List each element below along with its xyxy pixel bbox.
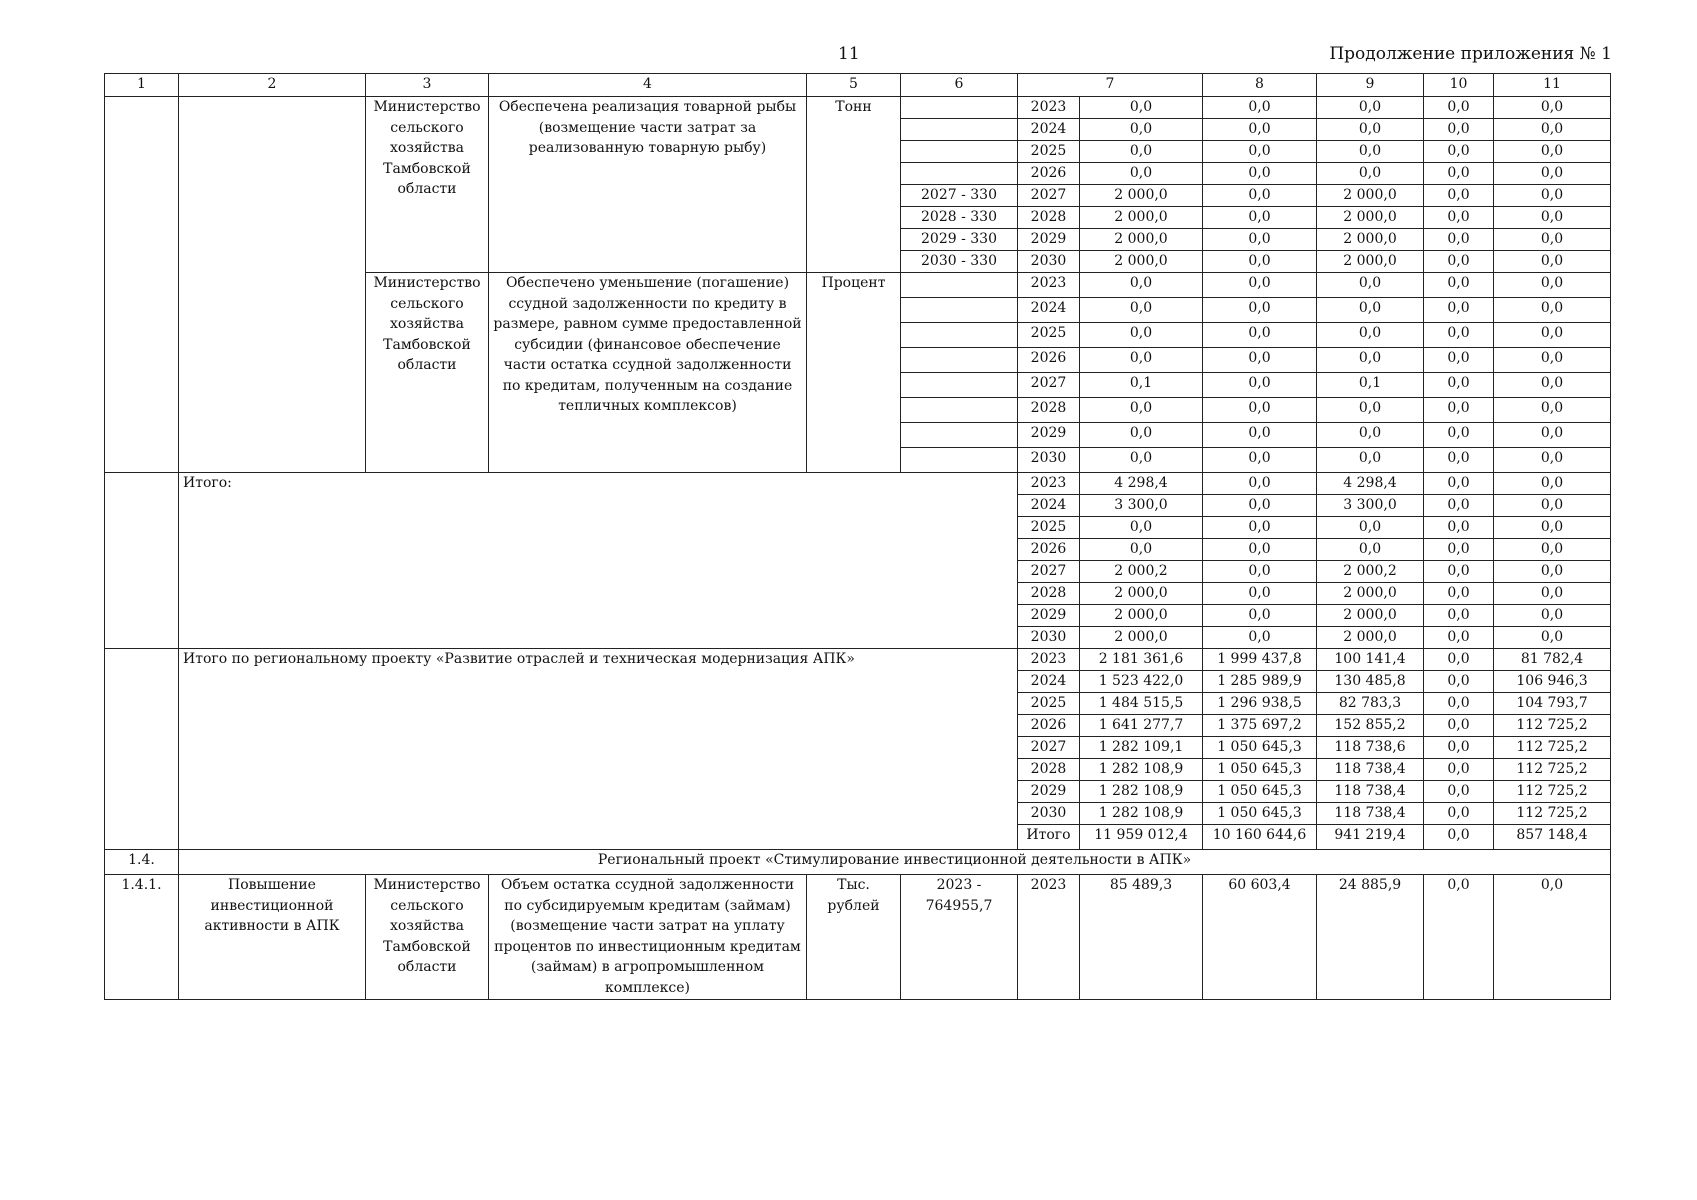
value-col9: 0,0 <box>1317 517 1424 539</box>
value-col11: 81 782,4 <box>1494 649 1611 671</box>
value-col11: 0,0 <box>1494 495 1611 517</box>
value-col8: 0,0 <box>1203 605 1317 627</box>
value-col9: 0,0 <box>1317 398 1424 423</box>
ministry-cell: Министерство сельского хозяйства Тамбовской области <box>366 97 489 273</box>
year-cell: 2029 <box>1018 605 1080 627</box>
value-col7: 85 489,3 <box>1080 875 1203 1000</box>
page-number: 11 <box>838 44 860 64</box>
value-col7: 0,0 <box>1080 517 1203 539</box>
value-col7: 0,0 <box>1080 298 1203 323</box>
column-number-row <box>105 74 1611 97</box>
year-cell: 2029 <box>1018 229 1080 251</box>
value-col10: 0,0 <box>1424 649 1494 671</box>
column-header: 1 <box>105 74 179 97</box>
value-col7: 0,0 <box>1080 141 1203 163</box>
value-col9: 0,1 <box>1317 373 1424 398</box>
value-col11: 0,0 <box>1494 141 1611 163</box>
column-header: 11 <box>1494 74 1611 97</box>
column-header: 5 <box>807 74 901 97</box>
column-header: 7 <box>1018 74 1203 97</box>
value-col10: 0,0 <box>1424 803 1494 825</box>
value-col10: 0,0 <box>1424 398 1494 423</box>
value-col11: 0,0 <box>1494 627 1611 649</box>
value-col7: 0,0 <box>1080 423 1203 448</box>
value-col10: 0,0 <box>1424 251 1494 273</box>
value-col10: 0,0 <box>1424 273 1494 298</box>
value-col9: 0,0 <box>1317 448 1424 473</box>
value-col9: 100 141,4 <box>1317 649 1424 671</box>
column-header: 6 <box>901 74 1018 97</box>
year-cell: 2024 <box>1018 495 1080 517</box>
indicator-cell: Обеспечена реализация товарной рыбы (возмещение части затрат за реализованную товарную рыбу) <box>489 97 807 273</box>
value-col9: 0,0 <box>1317 141 1424 163</box>
value-col8: 0,0 <box>1203 473 1317 495</box>
value-col8: 0,0 <box>1203 627 1317 649</box>
unit-cell: Тыс. рублей <box>807 875 901 1000</box>
value-col11: 0,0 <box>1494 323 1611 348</box>
year-cell: 2028 <box>1018 398 1080 423</box>
value-col9: 2 000,0 <box>1317 229 1424 251</box>
value-col10: 0,0 <box>1424 229 1494 251</box>
total-row <box>105 473 1611 495</box>
value-col8: 0,0 <box>1203 163 1317 185</box>
value-col7: 0,0 <box>1080 97 1203 119</box>
value-col7: 2 000,0 <box>1080 605 1203 627</box>
value-col10: 0,0 <box>1424 163 1494 185</box>
value-col8: 60 603,4 <box>1203 875 1317 1000</box>
value-col7: 2 000,0 <box>1080 185 1203 207</box>
value-col7: 2 000,0 <box>1080 207 1203 229</box>
value-col10: 0,0 <box>1424 423 1494 448</box>
year-cell: 2028 <box>1018 207 1080 229</box>
value-col10: 0,0 <box>1424 323 1494 348</box>
year-cell: 2028 <box>1018 583 1080 605</box>
value-col8: 10 160 644,6 <box>1203 825 1317 850</box>
budget-table <box>104 73 1611 1000</box>
value-col11: 0,0 <box>1494 298 1611 323</box>
value-col9: 0,0 <box>1317 348 1424 373</box>
value-col7: 2 000,2 <box>1080 561 1203 583</box>
year-cell: 2026 <box>1018 539 1080 561</box>
value-col9: 2 000,0 <box>1317 251 1424 273</box>
project-total-label: Итого по региональному проекту «Развитие отраслей и техническая модернизация АПК» <box>179 649 1018 850</box>
year-cell: 2025 <box>1018 141 1080 163</box>
column-header: 9 <box>1317 74 1424 97</box>
target-cell <box>901 348 1018 373</box>
ministry-cell: Министерство сельского хозяйства Тамбовской области <box>366 875 489 1000</box>
target-cell <box>901 273 1018 298</box>
value-col7: 1 641 277,7 <box>1080 715 1203 737</box>
project-total-row <box>105 649 1611 671</box>
value-col10: 0,0 <box>1424 671 1494 693</box>
value-col7: 0,0 <box>1080 398 1203 423</box>
year-cell: 2023 <box>1018 875 1080 1000</box>
value-col8: 0,0 <box>1203 495 1317 517</box>
value-col11: 0,0 <box>1494 875 1611 1000</box>
value-col10: 0,0 <box>1424 627 1494 649</box>
value-col11: 0,0 <box>1494 373 1611 398</box>
value-col8: 0,0 <box>1203 229 1317 251</box>
value-col11: 0,0 <box>1494 473 1611 495</box>
value-col8: 1 050 645,3 <box>1203 803 1317 825</box>
value-col9: 130 485,8 <box>1317 671 1424 693</box>
value-col9: 2 000,0 <box>1317 627 1424 649</box>
value-col8: 0,0 <box>1203 583 1317 605</box>
year-cell: 2030 <box>1018 448 1080 473</box>
value-col7: 1 282 109,1 <box>1080 737 1203 759</box>
value-col11: 112 725,2 <box>1494 737 1611 759</box>
value-col7: 0,0 <box>1080 539 1203 561</box>
value-col11: 0,0 <box>1494 517 1611 539</box>
target-cell: 2028 - 330 <box>901 207 1018 229</box>
value-col9: 4 298,4 <box>1317 473 1424 495</box>
value-col7: 2 000,0 <box>1080 229 1203 251</box>
target-cell <box>901 373 1018 398</box>
value-col10: 0,0 <box>1424 298 1494 323</box>
value-col11: 0,0 <box>1494 273 1611 298</box>
value-col9: 0,0 <box>1317 163 1424 185</box>
value-col10: 0,0 <box>1424 495 1494 517</box>
indicator-cell: Объем остатка ссудной задолженности по субсидируемым кредитам (займам) (возмещение части затрат на уплату процентов по инвестиционным кредитам (займам) в агропромышленном комплексе) <box>489 875 807 1000</box>
value-col9: 3 300,0 <box>1317 495 1424 517</box>
section-number: 1.4. <box>105 850 179 875</box>
value-col10: 0,0 <box>1424 561 1494 583</box>
value-col9: 152 855,2 <box>1317 715 1424 737</box>
target-cell <box>901 97 1018 119</box>
value-col10: 0,0 <box>1424 141 1494 163</box>
col1-empty <box>105 473 179 649</box>
col1-empty <box>105 97 179 473</box>
value-col9: 118 738,4 <box>1317 803 1424 825</box>
year-cell: 2030 <box>1018 251 1080 273</box>
value-col11: 0,0 <box>1494 207 1611 229</box>
value-col10: 0,0 <box>1424 119 1494 141</box>
column-header: 2 <box>179 74 366 97</box>
value-col9: 2 000,2 <box>1317 561 1424 583</box>
value-col10: 0,0 <box>1424 97 1494 119</box>
value-col11: 0,0 <box>1494 119 1611 141</box>
value-col7: 0,0 <box>1080 119 1203 141</box>
col2-empty <box>179 97 366 473</box>
value-col11: 0,0 <box>1494 163 1611 185</box>
target-cell: 2030 - 330 <box>901 251 1018 273</box>
year-cell: 2023 <box>1018 649 1080 671</box>
value-col10: 0,0 <box>1424 875 1494 1000</box>
value-col10: 0,0 <box>1424 737 1494 759</box>
year-cell: 2023 <box>1018 97 1080 119</box>
value-col8: 0,0 <box>1203 119 1317 141</box>
total-label: Итого: <box>179 473 1018 649</box>
value-col11: 0,0 <box>1494 423 1611 448</box>
year-cell: 2027 <box>1018 561 1080 583</box>
target-cell: 2027 - 330 <box>901 185 1018 207</box>
value-col10: 0,0 <box>1424 185 1494 207</box>
value-col10: 0,0 <box>1424 539 1494 561</box>
value-col9: 118 738,6 <box>1317 737 1424 759</box>
year-cell: 2024 <box>1018 298 1080 323</box>
indicator-cell: Обеспечено уменьшение (погашение) ссудной задолженности по кредиту в размере, равном сумме предоставленной субсидии (финансовое обеспечение части остатка ссудной задолженности по кредитам, полученным на создание тепличных комплексов) <box>489 273 807 473</box>
value-col9: 118 738,4 <box>1317 759 1424 781</box>
value-col8: 1 375 697,2 <box>1203 715 1317 737</box>
value-col11: 0,0 <box>1494 185 1611 207</box>
value-col9: 2 000,0 <box>1317 583 1424 605</box>
value-col11: 112 725,2 <box>1494 759 1611 781</box>
target-cell <box>901 423 1018 448</box>
value-col8: 0,0 <box>1203 207 1317 229</box>
value-col8: 1 050 645,3 <box>1203 737 1317 759</box>
value-col9: 2 000,0 <box>1317 185 1424 207</box>
year-cell: 2026 <box>1018 348 1080 373</box>
value-col11: 0,0 <box>1494 229 1611 251</box>
value-col8: 1 296 938,5 <box>1203 693 1317 715</box>
value-col11: 0,0 <box>1494 583 1611 605</box>
year-cell: 2027 <box>1018 737 1080 759</box>
value-col7: 1 523 422,0 <box>1080 671 1203 693</box>
year-cell: 2030 <box>1018 627 1080 649</box>
value-col8: 0,0 <box>1203 373 1317 398</box>
value-col8: 0,0 <box>1203 298 1317 323</box>
target-cell: 2029 - 330 <box>901 229 1018 251</box>
value-col11: 106 946,3 <box>1494 671 1611 693</box>
value-col10: 0,0 <box>1424 605 1494 627</box>
value-col11: 0,0 <box>1494 448 1611 473</box>
value-col8: 0,0 <box>1203 251 1317 273</box>
value-col7: 0,0 <box>1080 448 1203 473</box>
target-cell <box>901 141 1018 163</box>
year-cell: 2029 <box>1018 781 1080 803</box>
value-col9: 2 000,0 <box>1317 207 1424 229</box>
target-cell <box>901 323 1018 348</box>
column-header: 10 <box>1424 74 1494 97</box>
value-col7: 0,0 <box>1080 323 1203 348</box>
target-cell: 2023 - 764955,7 <box>901 875 1018 1000</box>
value-col8: 0,0 <box>1203 348 1317 373</box>
value-col7: 1 484 515,5 <box>1080 693 1203 715</box>
year-cell: 2025 <box>1018 693 1080 715</box>
value-col8: 0,0 <box>1203 141 1317 163</box>
year-cell: Итого <box>1018 825 1080 850</box>
year-cell: 2023 <box>1018 473 1080 495</box>
value-col11: 0,0 <box>1494 398 1611 423</box>
value-col10: 0,0 <box>1424 207 1494 229</box>
value-col8: 0,0 <box>1203 517 1317 539</box>
value-col7: 1 282 108,9 <box>1080 781 1203 803</box>
year-cell: 2023 <box>1018 273 1080 298</box>
value-col11: 0,0 <box>1494 605 1611 627</box>
year-cell: 2025 <box>1018 517 1080 539</box>
value-col11: 112 725,2 <box>1494 715 1611 737</box>
value-col8: 0,0 <box>1203 273 1317 298</box>
value-col11: 0,0 <box>1494 561 1611 583</box>
value-col7: 2 181 361,6 <box>1080 649 1203 671</box>
appendix-note: Продолжение приложения № 1 <box>1329 44 1612 64</box>
value-col9: 0,0 <box>1317 273 1424 298</box>
column-header: 4 <box>489 74 807 97</box>
value-col8: 0,0 <box>1203 423 1317 448</box>
value-col11: 112 725,2 <box>1494 781 1611 803</box>
column-header: 3 <box>366 74 489 97</box>
value-col9: 82 783,3 <box>1317 693 1424 715</box>
unit-cell: Процент <box>807 273 901 473</box>
value-col8: 1 050 645,3 <box>1203 781 1317 803</box>
year-cell: 2029 <box>1018 423 1080 448</box>
value-col11: 0,0 <box>1494 539 1611 561</box>
value-col10: 0,0 <box>1424 781 1494 803</box>
value-col11: 104 793,7 <box>1494 693 1611 715</box>
value-col11: 857 148,4 <box>1494 825 1611 850</box>
value-col8: 0,0 <box>1203 448 1317 473</box>
column-header: 8 <box>1203 74 1317 97</box>
value-col9: 941 219,4 <box>1317 825 1424 850</box>
value-col9: 2 000,0 <box>1317 605 1424 627</box>
value-col10: 0,0 <box>1424 759 1494 781</box>
value-col10: 0,0 <box>1424 517 1494 539</box>
value-col8: 0,0 <box>1203 398 1317 423</box>
table-row <box>105 97 1611 119</box>
value-col11: 0,0 <box>1494 251 1611 273</box>
value-col7: 2 000,0 <box>1080 251 1203 273</box>
value-col10: 0,0 <box>1424 448 1494 473</box>
value-col11: 0,0 <box>1494 348 1611 373</box>
value-col10: 0,0 <box>1424 715 1494 737</box>
value-col11: 0,0 <box>1494 97 1611 119</box>
target-cell <box>901 163 1018 185</box>
unit-cell: Тонн <box>807 97 901 273</box>
value-col9: 24 885,9 <box>1317 875 1424 1000</box>
value-col9: 0,0 <box>1317 298 1424 323</box>
year-cell: 2026 <box>1018 163 1080 185</box>
year-cell: 2024 <box>1018 119 1080 141</box>
value-col7: 3 300,0 <box>1080 495 1203 517</box>
value-col8: 1 285 989,9 <box>1203 671 1317 693</box>
value-col10: 0,0 <box>1424 583 1494 605</box>
target-cell <box>901 398 1018 423</box>
value-col7: 11 959 012,4 <box>1080 825 1203 850</box>
value-col11: 112 725,2 <box>1494 803 1611 825</box>
value-col10: 0,0 <box>1424 473 1494 495</box>
ministry-cell: Министерство сельского хозяйства Тамбовской области <box>366 273 489 473</box>
value-col10: 0,0 <box>1424 825 1494 850</box>
target-cell <box>901 448 1018 473</box>
year-cell: 2028 <box>1018 759 1080 781</box>
item-row <box>105 875 1611 1000</box>
year-cell: 2027 <box>1018 185 1080 207</box>
value-col8: 0,0 <box>1203 97 1317 119</box>
section-title: Региональный проект «Стимулирование инвестиционной деятельности в АПК» <box>179 850 1611 875</box>
value-col8: 0,0 <box>1203 323 1317 348</box>
year-cell: 2026 <box>1018 715 1080 737</box>
target-cell <box>901 298 1018 323</box>
value-col8: 0,0 <box>1203 185 1317 207</box>
value-col9: 0,0 <box>1317 323 1424 348</box>
item-name: Повышение инвестиционной активности в АПК <box>179 875 366 1000</box>
value-col7: 0,1 <box>1080 373 1203 398</box>
year-cell: 2027 <box>1018 373 1080 398</box>
value-col7: 1 282 108,9 <box>1080 759 1203 781</box>
value-col9: 0,0 <box>1317 539 1424 561</box>
value-col7: 2 000,0 <box>1080 627 1203 649</box>
value-col8: 0,0 <box>1203 561 1317 583</box>
value-col7: 0,0 <box>1080 348 1203 373</box>
value-col9: 118 738,4 <box>1317 781 1424 803</box>
value-col10: 0,0 <box>1424 693 1494 715</box>
year-cell: 2025 <box>1018 323 1080 348</box>
value-col7: 1 282 108,9 <box>1080 803 1203 825</box>
value-col7: 0,0 <box>1080 163 1203 185</box>
target-cell <box>901 119 1018 141</box>
value-col8: 1 999 437,8 <box>1203 649 1317 671</box>
value-col7: 4 298,4 <box>1080 473 1203 495</box>
col1-empty <box>105 649 179 850</box>
item-number: 1.4.1. <box>105 875 179 1000</box>
value-col7: 2 000,0 <box>1080 583 1203 605</box>
year-cell: 2030 <box>1018 803 1080 825</box>
value-col7: 0,0 <box>1080 273 1203 298</box>
value-col10: 0,0 <box>1424 348 1494 373</box>
year-cell: 2024 <box>1018 671 1080 693</box>
value-col9: 0,0 <box>1317 119 1424 141</box>
value-col8: 0,0 <box>1203 539 1317 561</box>
value-col9: 0,0 <box>1317 423 1424 448</box>
value-col9: 0,0 <box>1317 97 1424 119</box>
section-row <box>105 850 1611 875</box>
value-col8: 1 050 645,3 <box>1203 759 1317 781</box>
value-col10: 0,0 <box>1424 373 1494 398</box>
